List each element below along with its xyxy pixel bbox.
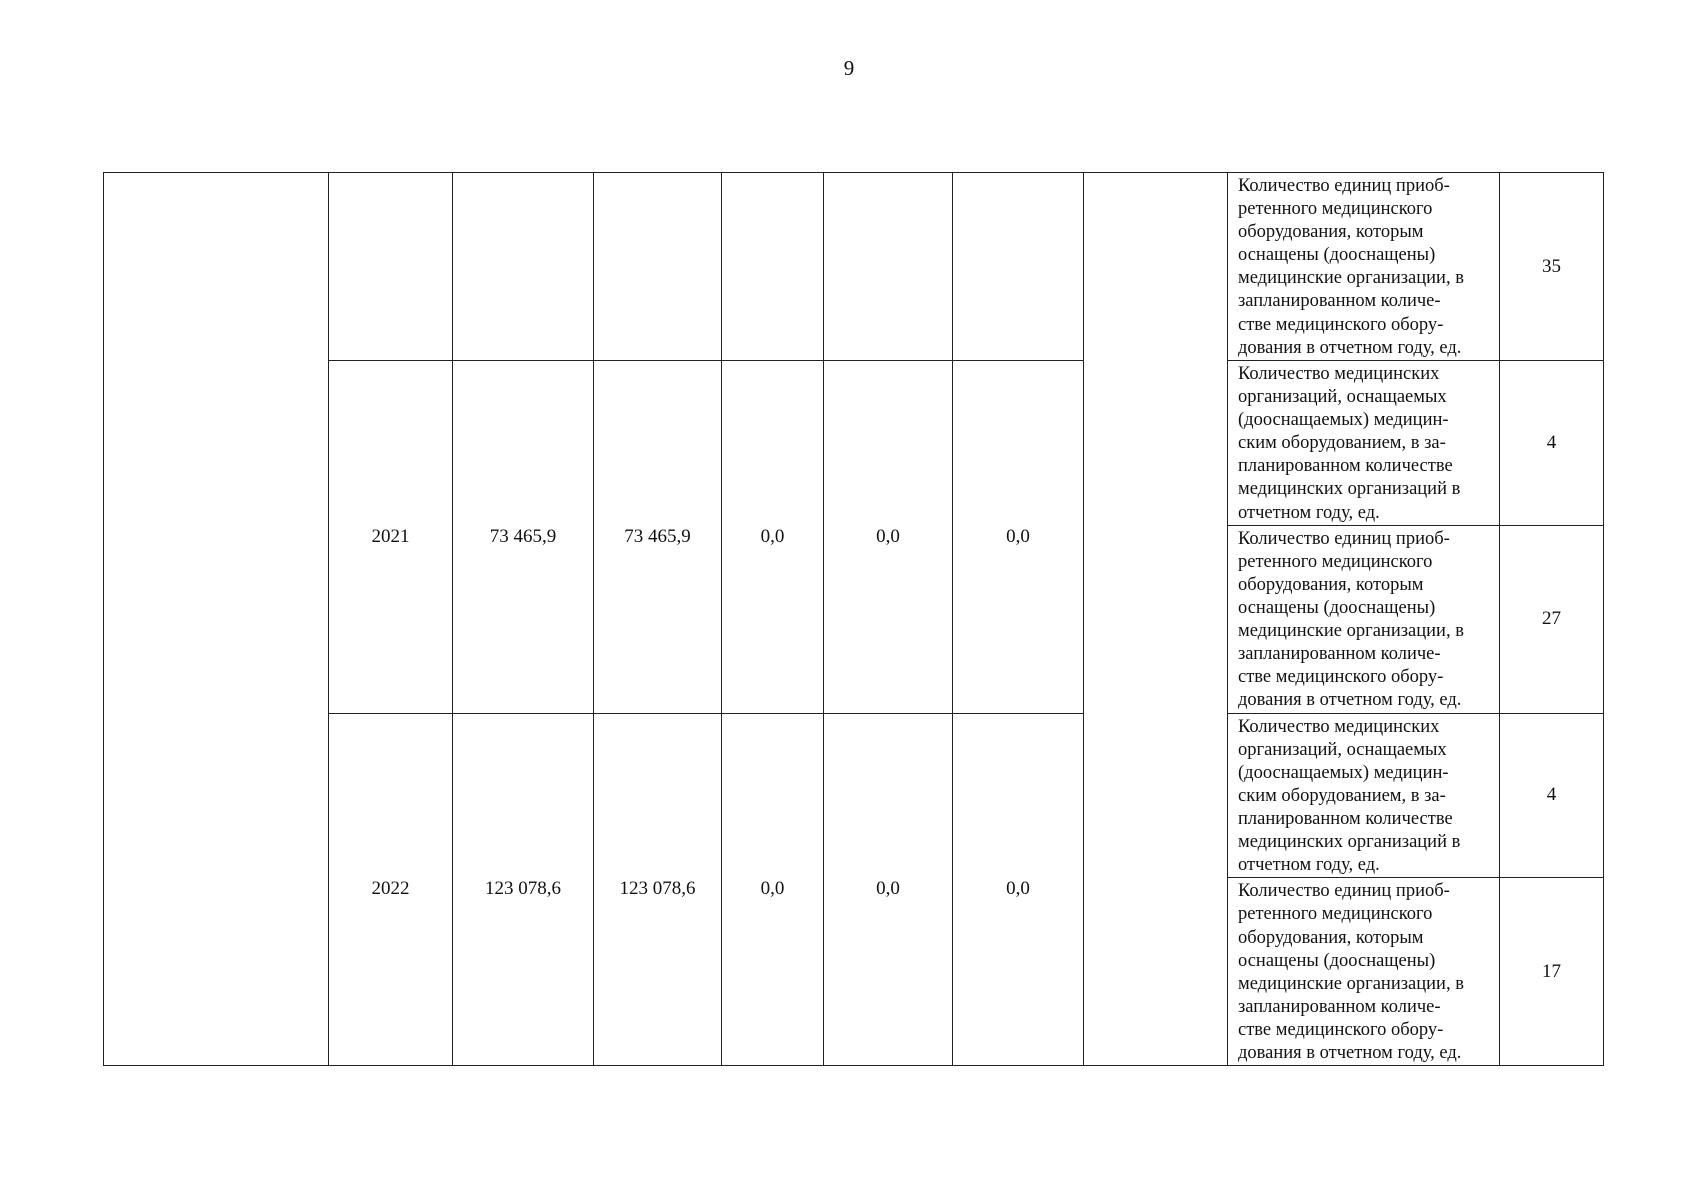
other-sources-cell xyxy=(953,173,1084,361)
federal-budget-cell: 123 078,6 xyxy=(594,713,722,1065)
local-budget-cell: 0,0 xyxy=(824,713,953,1065)
federal-budget-cell xyxy=(594,173,722,361)
page-number: 9 xyxy=(843,56,855,80)
program-name-cell xyxy=(104,173,329,1066)
table-row xyxy=(104,173,1604,361)
indicator-name-cell: Количество единиц приоб- ретенного медицинского оборудования, которым оснащены (дооснащены) медицинские организации, в запланированном количе- стве медицинского обору- дования в отчетном году, ед. xyxy=(1228,173,1500,361)
regional-budget-cell xyxy=(722,173,824,361)
local-budget-cell: 0,0 xyxy=(824,361,953,714)
table-row xyxy=(104,713,1604,878)
program-funding-table xyxy=(103,172,1604,1066)
indicator-value-cell: 4 xyxy=(1500,361,1604,526)
executor-cell xyxy=(1084,173,1228,1066)
federal-budget-cell: 73 465,9 xyxy=(594,361,722,714)
year-cell: 2022 xyxy=(329,713,453,1065)
local-budget-cell xyxy=(824,173,953,361)
indicator-name-cell: Количество единиц приоб- ретенного медицинского оборудования, которым оснащены (дооснащены) медицинские организации, в запланированном количе- стве медицинского обору- дования в отчетном году, ед. xyxy=(1228,525,1500,713)
regional-budget-cell: 0,0 xyxy=(722,713,824,1065)
indicator-value-cell: 4 xyxy=(1500,713,1604,878)
other-sources-cell: 0,0 xyxy=(953,713,1084,1065)
indicator-name-cell: Количество единиц приоб- ретенного медицинского оборудования, которым оснащены (дооснащены) медицинские организации, в запланированном количе- стве медицинского обору- дования в отчетном году, ед. xyxy=(1228,878,1500,1066)
year-cell xyxy=(329,173,453,361)
total-funding-cell xyxy=(453,173,594,361)
other-sources-cell: 0,0 xyxy=(953,361,1084,714)
total-funding-cell: 73 465,9 xyxy=(453,361,594,714)
indicator-name-cell: Количество медицинских организаций, оснащаемых (дооснащаемых) медицин- ским оборудованием, в за- планированном количестве медицинских организаций в отчетном году, ед. xyxy=(1228,713,1500,878)
regional-budget-cell: 0,0 xyxy=(722,361,824,714)
indicator-value-cell: 17 xyxy=(1500,878,1604,1066)
table-row xyxy=(104,361,1604,526)
indicator-value-cell: 35 xyxy=(1500,173,1604,361)
indicator-value-cell: 27 xyxy=(1500,525,1604,713)
indicator-name-cell: Количество медицинских организаций, оснащаемых (дооснащаемых) медицин- ским оборудованием, в за- планированном количестве медицинских организаций в отчетном году, ед. xyxy=(1228,361,1500,526)
total-funding-cell: 123 078,6 xyxy=(453,713,594,1065)
year-cell: 2021 xyxy=(329,361,453,714)
